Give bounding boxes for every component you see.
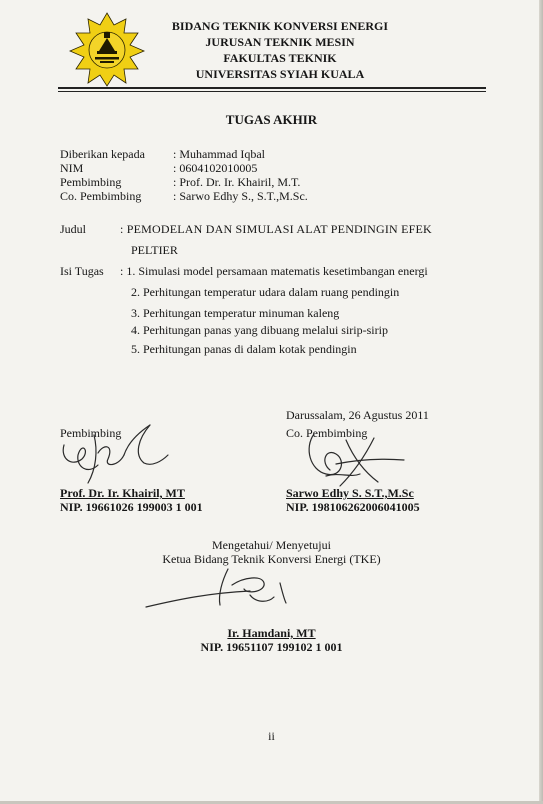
bottom-signer-name: Ir. Hamdani, MT: [227, 626, 316, 640]
approval-line-2: Ketua Bidang Teknik Konversi Energi (TKE): [162, 552, 381, 566]
approval-line-1: Mengetahui/ Menyetujui: [212, 538, 331, 552]
header-line-3: FAKULTAS TEKNIK: [223, 51, 337, 65]
university-logo-icon: [66, 11, 148, 87]
judul-line-1: : PEMODELAN DAN SIMULASI ALAT PENDINGIN EFEK: [120, 222, 432, 236]
info-value-nim: : 0604102010005: [173, 161, 258, 175]
left-signer-nip: NIP. 19661026 199003 1 001: [60, 500, 203, 514]
info-value-name: : Muhammad Iqbal: [173, 147, 265, 161]
judul-line-2: PELTIER: [131, 243, 178, 257]
info-value-co-pembimbing: : Sarwo Edhy S., S.T.,M.Sc.: [173, 189, 308, 203]
right-signer-role: Co. Pembimbing: [286, 426, 368, 440]
right-signature-icon: [296, 420, 416, 495]
right-signer-name: Sarwo Edhy S. S.T.,M.Sc: [286, 486, 414, 500]
isi-tugas-item-5: 5. Perhitungan panas di dalam kotak pendingin: [131, 342, 357, 356]
bottom-signature-icon: [140, 563, 310, 618]
page-number: ii: [268, 729, 275, 743]
bottom-signer-nip: NIP. 19651107 199102 1 001: [200, 640, 343, 654]
header-line-2: JURUSAN TEKNIK MESIN: [205, 35, 355, 49]
header-rule-thin: [58, 91, 486, 92]
header-line-1: BIDANG TEKNIK KONVERSI ENERGI: [171, 19, 389, 33]
info-label-diberikan: Diberikan kepada: [60, 147, 145, 161]
left-signature-icon: [58, 415, 178, 490]
isi-tugas-item-1: : 1. Simulasi model persamaan matematis kesetimbangan energi: [120, 264, 428, 278]
left-signer-name: Prof. Dr. Ir. Khairil, MT: [60, 486, 185, 500]
right-signer-nip: NIP. 19810626200604100​5: [286, 500, 420, 514]
judul-label: Judul: [60, 222, 87, 236]
header-rule-thick: [58, 87, 486, 89]
info-label-pembimbing: Pembimbing: [60, 175, 122, 189]
isi-tugas-item-2: 2. Perhitungan temperatur udara dalam ruang pendingin: [131, 285, 400, 299]
isi-tugas-item-4: 4. Perhitungan panas yang dibuang melalui sirip-sirip: [131, 323, 388, 337]
left-signer-role: Pembimbing: [60, 426, 122, 440]
isi-tugas-item-3: 3. Perhitungan temperatur minuman kaleng: [131, 306, 340, 320]
place-date: Darussalam, 26 Agustus 2011: [286, 408, 429, 422]
isi-tugas-label: Isi Tugas: [60, 264, 104, 278]
document-title: TUGAS AKHIR: [225, 112, 318, 127]
info-value-pembimbing: : Prof. Dr. Ir. Khairil, M.T.: [173, 175, 301, 189]
info-label-nim: NIM: [60, 161, 84, 175]
header-line-4: UNIVERSITAS SYIAH KUALA: [195, 67, 365, 81]
info-label-co-pembimbing: Co. Pembimbing: [60, 189, 142, 203]
